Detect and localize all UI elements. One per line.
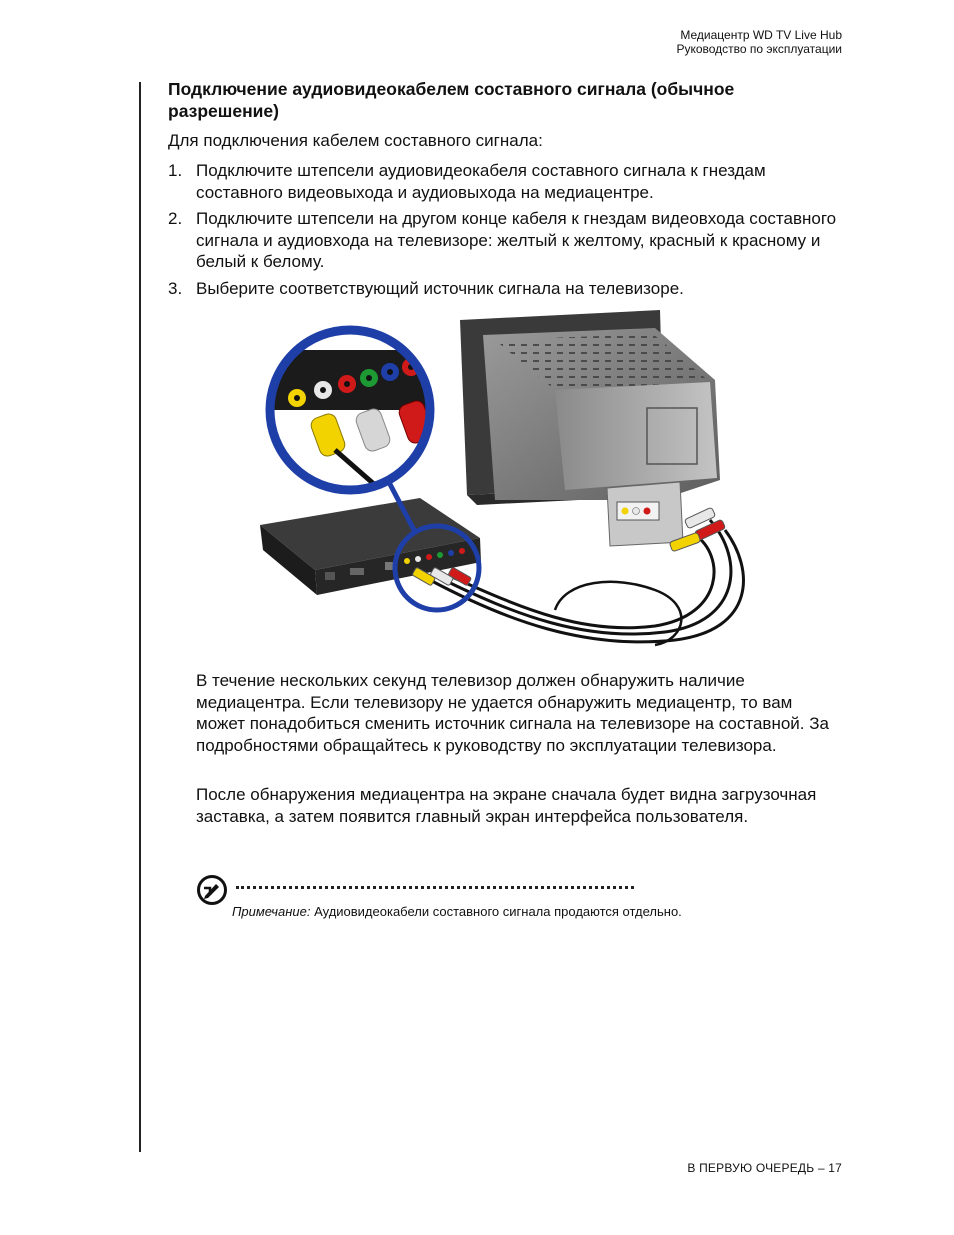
note-separator xyxy=(236,886,634,889)
step-text: Выберите соответствующий источник сигнала на телевизоре. xyxy=(196,278,684,298)
section xyxy=(168,78,848,304)
note xyxy=(232,904,682,920)
step-item xyxy=(168,160,856,203)
header-product: Медиацентр WD TV Live Hub xyxy=(680,28,842,42)
step-text: Подключите штепсели на другом конце кабеля к гнездам видеовхода составного сигнала и аудиовхода на телевизоре: желтый к желтому, красный к красному и белый к белому. xyxy=(196,209,837,271)
step-number: 2. xyxy=(168,209,183,228)
step-item xyxy=(168,208,856,273)
step-text: Подключите штепсели аудиовидеокабеля составного сигнала к гнездам составного видеовыхода и аудиовыхода на медиацентре. xyxy=(196,161,766,202)
splash-paragraph: После обнаружения медиацентра на экране сначала будет видна загрузочная заставка, а затем появится главный экран интерфейса пользователя. xyxy=(196,785,817,826)
note-text: Аудиовидеокабели составного сигнала продаются отдельно. xyxy=(310,904,682,919)
header-doc: Руководство по эксплуатации xyxy=(676,42,842,56)
page-footer: В ПЕРВУЮ ОЧЕРЕДЬ – 17 xyxy=(687,1161,842,1175)
detection-paragraph: В течение нескольких секунд телевизор должен обнаружить наличие медиацентра. Если телевизору не удается обнаружить медиацентр, то вам может понадобиться сменить источник сигнала на телевизоре на составной. За подробностями обращайтесь к руководству по эксплуатации телевизора. xyxy=(196,671,829,755)
tv-set xyxy=(460,310,720,546)
connection-illustration xyxy=(255,310,760,660)
margin-rule xyxy=(139,82,141,1152)
steps-list xyxy=(168,160,848,299)
magnified-jacks xyxy=(265,330,445,490)
note-label: Примечание: xyxy=(232,904,311,919)
section-intro: Для подключения кабелем составного сигнала: xyxy=(168,131,543,150)
step-number: 3. xyxy=(168,278,183,298)
section-title: Подключение аудиовидеокабелем составного сигнала (обычное разрешение) xyxy=(168,79,735,121)
step-number: 1. xyxy=(168,161,183,180)
note-icon xyxy=(196,874,228,906)
step-item xyxy=(168,278,856,300)
running-header xyxy=(676,28,842,56)
